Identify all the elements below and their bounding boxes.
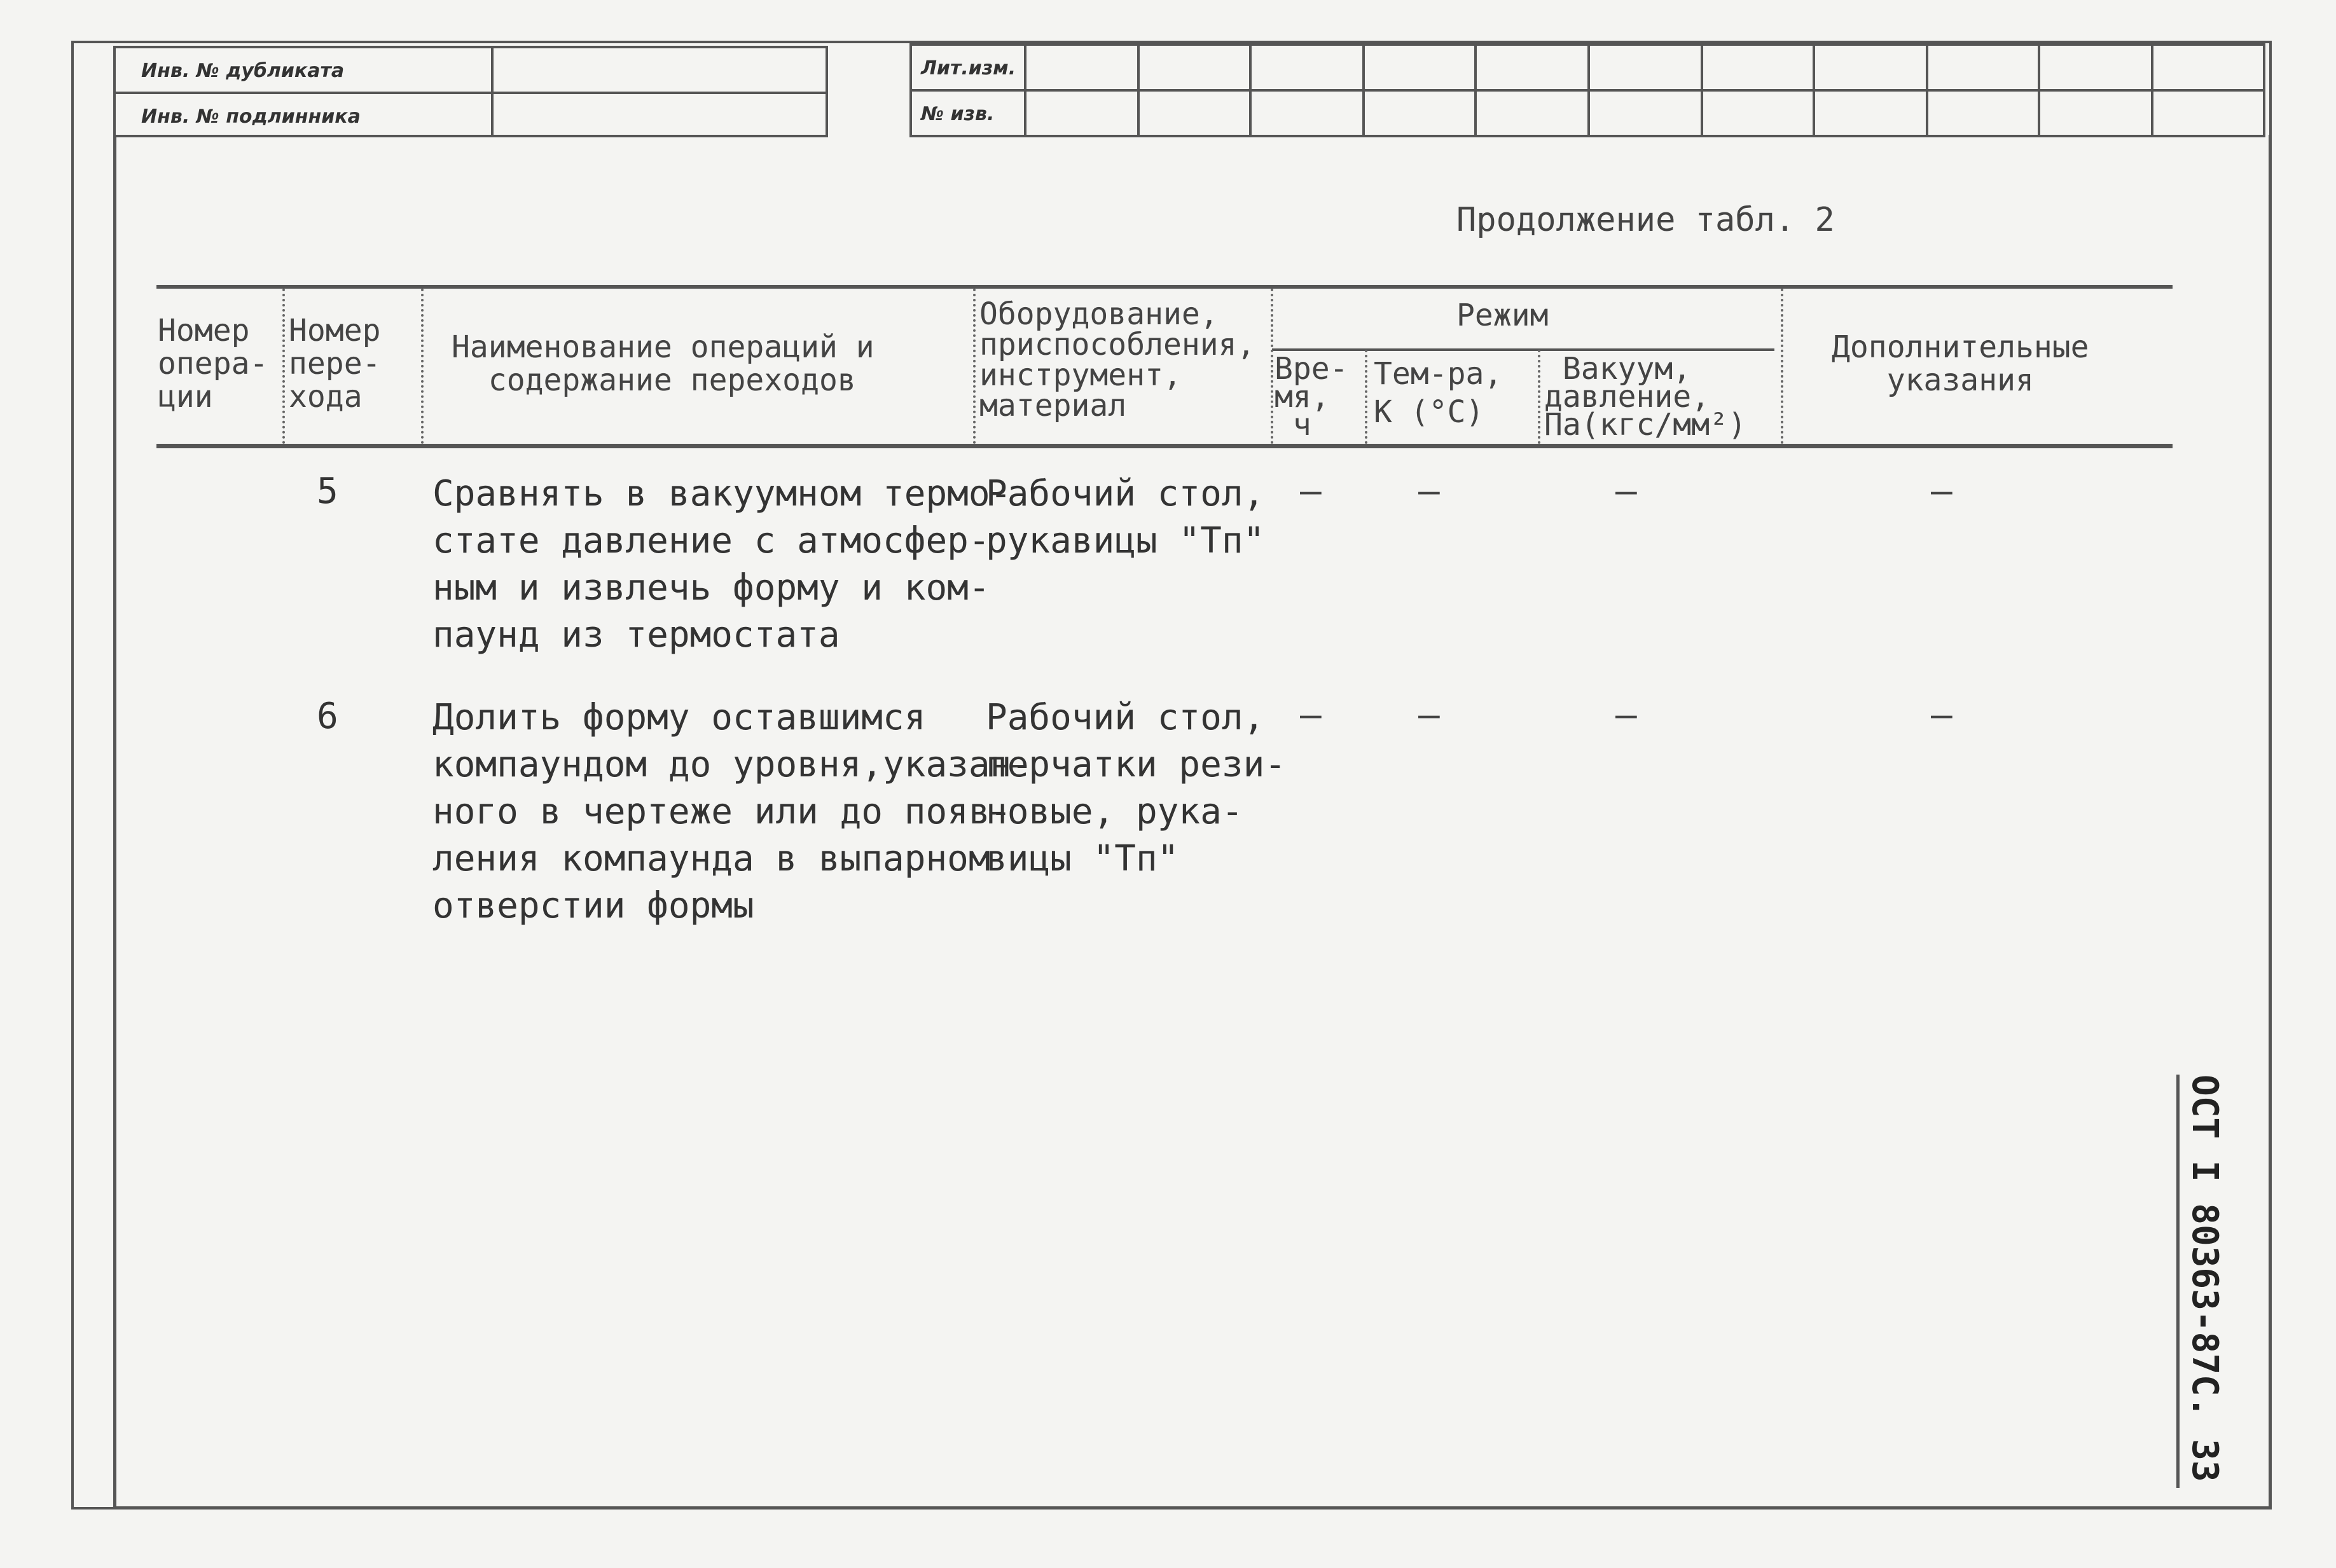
inv-original-label: Инв. № подлинника [141,106,361,128]
row-2-time: – [1300,694,1322,736]
lit-izm-label: Лит.изм. [921,57,1016,79]
header-op-number: Номер опера- ции [158,313,268,415]
header-temperature: Тем-ра, К (°C) [1374,356,1503,430]
stamp-inventory-block [113,46,828,137]
header-mode: Режим [1456,298,1549,333]
row-1-equipment: Рабочий стол, рукавицы "Тп" [986,473,1265,561]
row-2-extra: – [1931,694,1952,736]
document-code: ОСТ I 80363-87С. 33 [2184,1075,2225,1482]
row-1-extra: – [1931,471,1952,512]
header-vacuum: Вакуум, давление, Па(кгс/мм²) [1544,351,1746,443]
header-equipment: Оборудование, приспособления, инструмент, материал [979,296,1255,423]
table-caption: Продолжение табл. 2 [1456,201,1835,239]
row-1-text: Сравнять в вакуумном термо- стате давление с атмосфер- ным и извлечь форму и ком- паунд из термостата [432,473,1012,656]
header-extra-notes: Дополнительные указания [1832,329,2089,398]
row-2-equipment: Рабочий стол, перчатки рези- новые, рука- вицы "Тп" [986,697,1287,879]
row-1-temp: – [1418,471,1440,512]
row-1-vacuum: – [1615,471,1637,512]
row-1-step: 5 [317,471,338,512]
header-time: Вре- мя, ч [1275,351,1348,443]
doc-code-rule [2176,1075,2180,1488]
stamp-revision-block [909,43,2265,137]
header-bottom-rule [156,444,2173,448]
header-operation-name: Наименование операций и содержание переходов [452,329,874,398]
no-izv-label: № изв. [921,103,995,125]
row-1-time: – [1300,471,1322,512]
row-2-text: Долить форму оставшимся компаундом до уровня,указан- ного в чертеже или до появ- ления компаунда в выпарном отверстии формы [432,697,1033,926]
header-step-number: Номер пере- хода [289,313,381,415]
row-2-step: 6 [317,696,338,737]
row-2-temp: – [1418,694,1440,736]
header-top-rule [156,285,2173,289]
inv-duplicate-label: Инв. № дубликата [141,60,345,82]
row-2-vacuum: – [1615,694,1637,736]
